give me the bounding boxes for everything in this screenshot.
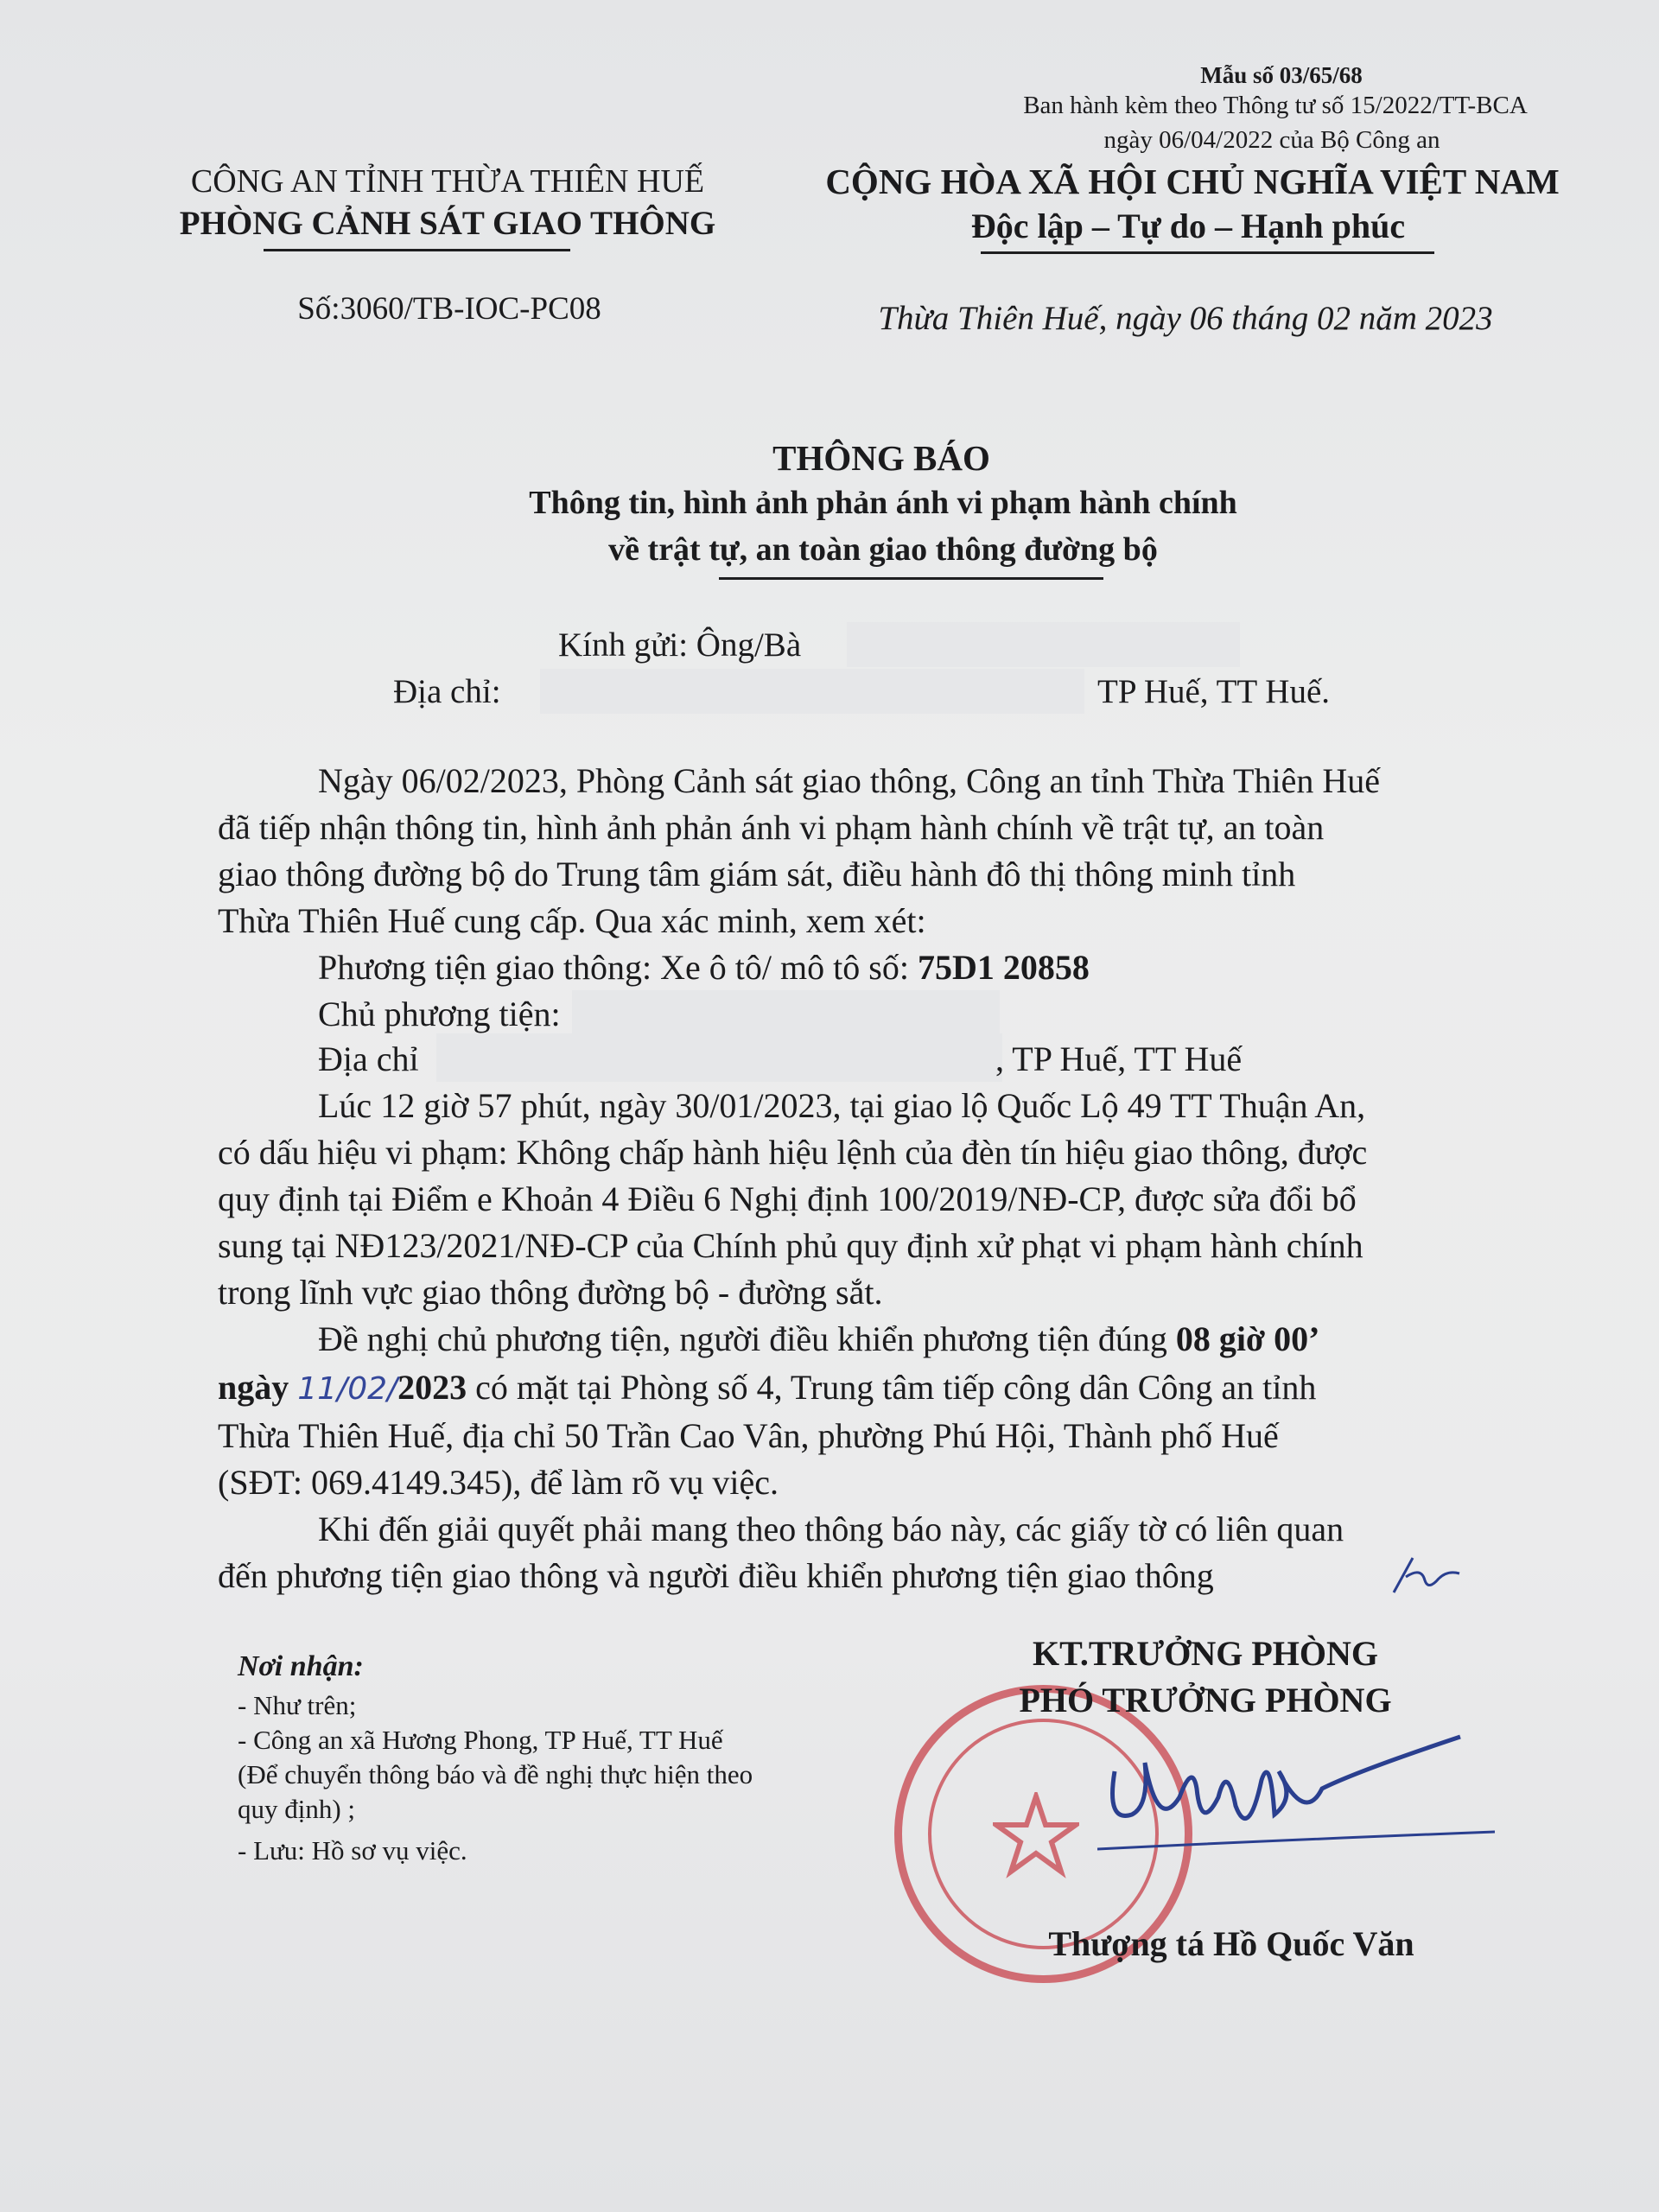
redacted-name <box>847 622 1240 667</box>
nation-name: CỘNG HÒA XÃ HỘI CHỦ NGHĨA VIỆT NAM <box>825 162 1560 201</box>
body-line: Ngày 06/02/2023, Phòng Cảnh sát giao thông, Công an tỉnh Thừa Thiên Huế <box>318 761 1380 800</box>
document-number: Số:3060/TB-IOC-PC08 <box>297 291 601 327</box>
body-line: Khi đến giải quyết phải mang theo thông báo này, các giấy tờ có liên quan <box>318 1510 1344 1548</box>
agency-underline <box>264 249 570 251</box>
form-number: Mẫu số 03/65/68 <box>1200 62 1363 88</box>
recipient-item: - Công an xã Hương Phong, TP Huế, TT Huế <box>238 1725 723 1755</box>
redacted-address <box>540 669 1084 714</box>
body-line: quy định tại Điểm e Khoản 4 Điều 6 Nghị định 100/2019/NĐ-CP, được sửa đổi bổ <box>218 1179 1357 1218</box>
recipients-title: Nơi nhận: <box>238 1650 364 1682</box>
document-subtitle-2: về trật tự, an toàn giao thông đường bộ <box>608 531 1158 568</box>
redacted-owner <box>572 990 1000 1039</box>
redacted-owner-address <box>436 1033 1002 1082</box>
body-line: sung tại NĐ123/2021/NĐ-CP của Chính phủ quy định xử phạt vi phạm hành chính <box>218 1226 1363 1265</box>
license-plate: 75D1 20858 <box>917 948 1090 987</box>
handwritten-initial <box>1387 1551 1465 1603</box>
body-line: Đề nghị chủ phương tiện, người điều khiển phương tiện đúng 08 giờ 00’ <box>318 1319 1320 1358</box>
owner-label: Chủ phương tiện: <box>318 995 561 1033</box>
document-subtitle-1: Thông tin, hình ảnh phản ánh vi phạm hành chính <box>529 485 1237 521</box>
signer-role: PHÓ TRƯỞNG PHÒNG <box>1019 1681 1392 1719</box>
appointment-line: ngày 11/02/2023 có mặt tại Phòng số 4, Trung tâm tiếp công dân Công an tỉnh <box>218 1368 1317 1407</box>
owner-address-suffix: , TP Huế, TT Huế <box>995 1039 1243 1078</box>
addressee-label: Kính gửi: Ông/Bà <box>558 626 802 664</box>
handwritten-date: 11/02/ <box>297 1371 398 1407</box>
agency-parent: CÔNG AN TỈNH THỪA THIÊN HUẾ <box>190 163 705 200</box>
body-line: có dấu hiệu vi phạm: Không chấp hành hiệu lệnh của đèn tín hiệu giao thông, được <box>218 1133 1368 1172</box>
document-title: THÔNG BÁO <box>772 438 990 478</box>
recipient-item: quy định) ; <box>238 1794 356 1824</box>
signer-authority: KT.TRƯỞNG PHÒNG <box>1033 1634 1378 1673</box>
recipient-item: (Để chuyển thông báo và đề nghị thực hiện theo <box>238 1759 753 1789</box>
national-motto: Độc lập – Tự do – Hạnh phúc <box>970 207 1406 245</box>
body-line: đến phương tiện giao thông và người điều khiển phương tiện giao thông <box>218 1556 1214 1595</box>
body-line: Lúc 12 giờ 57 phút, ngày 30/01/2023, tại giao lộ Quốc Lộ 49 TT Thuận An, <box>318 1086 1366 1125</box>
agency-name: PHÒNG CẢNH SÁT GIAO THÔNG <box>179 205 716 242</box>
address-suffix: TP Huế, TT Huế. <box>1097 673 1331 710</box>
body-line: (SĐT: 069.4149.345), để làm rõ vụ việc. <box>218 1463 779 1502</box>
recipient-item: - Lưu: Hồ sơ vụ việc. <box>238 1835 467 1866</box>
body-line: giao thông đường bộ do Trung tâm giám sát, điều hành đô thị thông minh tỉnh <box>218 855 1296 893</box>
seal-star-icon <box>993 1792 1079 1878</box>
motto-underline <box>981 251 1434 254</box>
address-label: Địa chỉ: <box>393 673 501 710</box>
body-line: trong lĩnh vực giao thông đường bộ - đường sắt. <box>218 1273 883 1312</box>
title-underline <box>719 577 1103 580</box>
recipient-item: - Như trên; <box>238 1690 357 1720</box>
body-line: Thừa Thiên Huế cung cấp. Qua xác minh, xem xét: <box>218 901 926 940</box>
owner-address-label: Địa chỉ <box>318 1039 419 1078</box>
place-date: Thừa Thiên Huế, ngày 06 tháng 02 năm 2023 <box>878 300 1493 337</box>
signature-scribble <box>1097 1719 1495 1910</box>
issued-date: ngày 06/04/2022 của Bộ Công an <box>1103 126 1440 154</box>
vehicle-label: Phương tiện giao thông: Xe ô tô/ mô tô số: 75D1 20858 <box>318 948 1090 987</box>
signer-name: Thượng tá Hồ Quốc Văn <box>1048 1924 1414 1963</box>
issued-with: Ban hành kèm theo Thông tư số 15/2022/TT-BCA <box>1023 92 1528 119</box>
body-line: đã tiếp nhận thông tin, hình ảnh phản ánh vi phạm hành chính về trật tự, an toàn <box>218 808 1325 847</box>
body-line: Thừa Thiên Huế, địa chỉ 50 Trần Cao Vân, phường Phú Hội, Thành phố Huế <box>218 1416 1279 1455</box>
